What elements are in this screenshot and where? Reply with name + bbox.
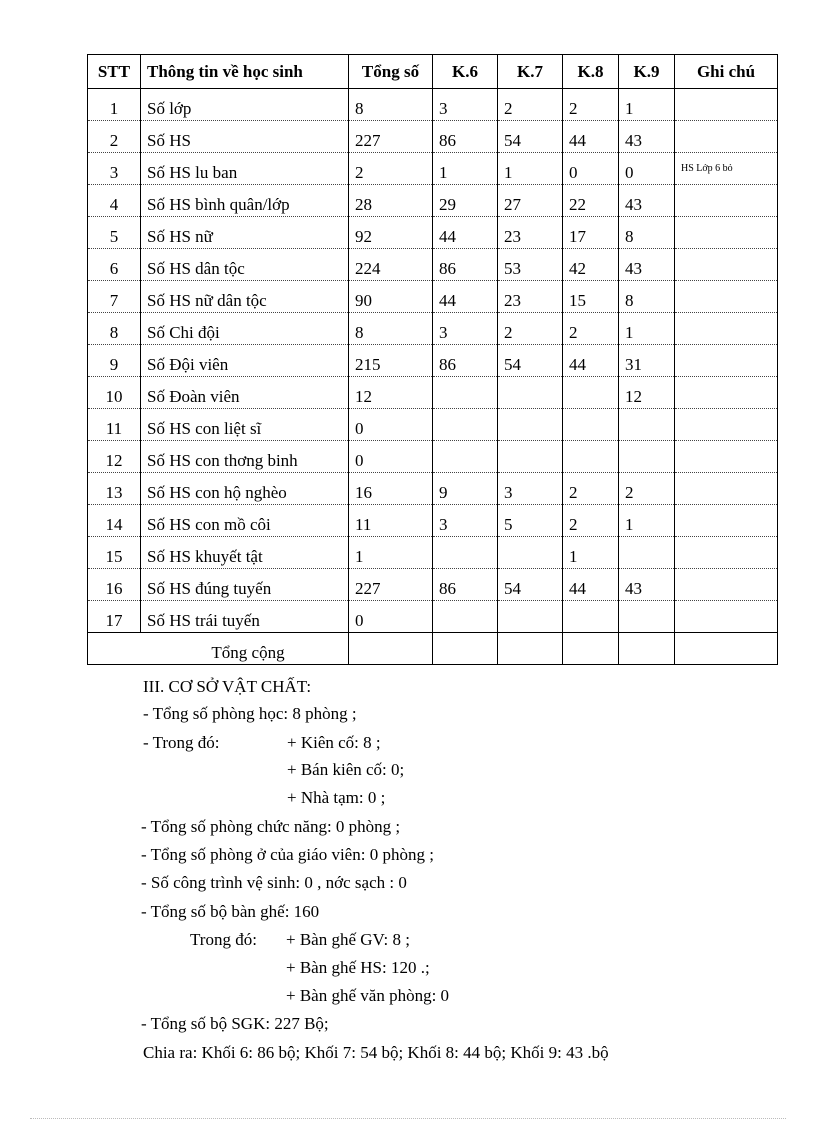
cell-k6: 86 <box>433 121 498 153</box>
cell-k7: 3 <box>498 473 563 505</box>
cell-k8: 44 <box>563 569 619 601</box>
cell-k6: 86 <box>433 345 498 377</box>
cell-k7 <box>498 409 563 441</box>
cell-total: 90 <box>349 281 433 313</box>
total-cell-total <box>349 633 433 665</box>
cell-k9: 12 <box>619 377 675 409</box>
facility-line: + Bàn ghế văn phòng: 0 <box>286 986 450 1005</box>
header-k6: K.6 <box>433 55 498 89</box>
cell-stt: 13 <box>88 473 141 505</box>
cell-stt: 9 <box>88 345 141 377</box>
cell-notes <box>675 473 778 505</box>
cell-k8: 1 <box>563 537 619 569</box>
cell-k6: 1 <box>433 153 498 185</box>
cell-k6: 29 <box>433 185 498 217</box>
total-cell-k6 <box>433 633 498 665</box>
cell-total: 11 <box>349 505 433 537</box>
cell-info: Số HS trái tuyến <box>141 601 349 633</box>
table-header-row <box>88 55 778 89</box>
cell-k9: 1 <box>619 505 675 537</box>
cell-notes <box>675 569 778 601</box>
facility-line: - Tổng số phòng ở của giáo viên: 0 phòng ; <box>141 845 434 864</box>
cell-k8: 17 <box>563 217 619 249</box>
facility-line: - Trong đó: <box>143 733 220 752</box>
cell-k7: 54 <box>498 345 563 377</box>
page-bottom-rule <box>30 1118 786 1119</box>
cell-k8: 0 <box>563 153 619 185</box>
cell-k9: 8 <box>619 217 675 249</box>
cell-notes <box>675 345 778 377</box>
cell-k9: 43 <box>619 249 675 281</box>
total-cell-k8 <box>563 633 619 665</box>
cell-notes <box>675 89 778 121</box>
cell-total: 227 <box>349 121 433 153</box>
cell-notes <box>675 313 778 345</box>
cell-k6: 3 <box>433 313 498 345</box>
cell-notes <box>675 601 778 633</box>
cell-notes <box>675 217 778 249</box>
table-row <box>88 89 778 121</box>
cell-total: 0 <box>349 441 433 473</box>
cell-k9: 8 <box>619 281 675 313</box>
cell-k9: 1 <box>619 89 675 121</box>
facility-line: - Tổng số bộ bàn ghế: 160 <box>141 902 320 921</box>
cell-k7: 23 <box>498 217 563 249</box>
cell-k6 <box>433 441 498 473</box>
cell-stt: 14 <box>88 505 141 537</box>
facility-line: - Số công trình vệ sinh: 0 , nớc sạch : 0 <box>141 873 407 892</box>
cell-stt: 2 <box>88 121 141 153</box>
cell-k7 <box>498 537 563 569</box>
cell-k6 <box>433 537 498 569</box>
cell-notes <box>675 185 778 217</box>
cell-info: Số HS con hộ nghèo <box>141 473 349 505</box>
cell-notes <box>675 249 778 281</box>
cell-total: 0 <box>349 409 433 441</box>
cell-total: 215 <box>349 345 433 377</box>
table-row <box>88 217 778 249</box>
cell-stt: 15 <box>88 537 141 569</box>
cell-k8: 2 <box>563 89 619 121</box>
cell-k7: 2 <box>498 89 563 121</box>
cell-k8: 2 <box>563 313 619 345</box>
cell-k7 <box>498 601 563 633</box>
facility-line: + Bán kiên cố: 0; <box>287 760 405 779</box>
cell-total: 12 <box>349 377 433 409</box>
cell-stt: 11 <box>88 409 141 441</box>
cell-stt: 10 <box>88 377 141 409</box>
table-row <box>88 409 778 441</box>
cell-total: 8 <box>349 313 433 345</box>
cell-k7: 2 <box>498 313 563 345</box>
cell-info: Số HS nữ dân tộc <box>141 281 349 313</box>
cell-k6 <box>433 601 498 633</box>
table-row <box>88 473 778 505</box>
cell-k8 <box>563 409 619 441</box>
cell-k9: 0 <box>619 153 675 185</box>
cell-stt: 17 <box>88 601 141 633</box>
table-body <box>88 89 778 665</box>
cell-k8: 2 <box>563 473 619 505</box>
cell-info: Số HS con liệt sĩ <box>141 409 349 441</box>
cell-k7: 5 <box>498 505 563 537</box>
cell-info: Số HS bình quân/lớp <box>141 185 349 217</box>
cell-k6: 9 <box>433 473 498 505</box>
facility-line: Trong đó: <box>190 930 257 949</box>
table-row <box>88 345 778 377</box>
cell-notes <box>675 441 778 473</box>
cell-info: Số HS con mồ côi <box>141 505 349 537</box>
cell-total: 8 <box>349 89 433 121</box>
cell-k9: 2 <box>619 473 675 505</box>
header-k7: K.7 <box>498 55 563 89</box>
total-label: Tổng cộng <box>88 633 349 665</box>
cell-total: 227 <box>349 569 433 601</box>
cell-info: Số HS lu ban <box>141 153 349 185</box>
cell-total: 16 <box>349 473 433 505</box>
header-k8: K.8 <box>563 55 619 89</box>
cell-k9: 43 <box>619 185 675 217</box>
cell-k8: 2 <box>563 505 619 537</box>
cell-info: Số HS đúng tuyến <box>141 569 349 601</box>
table-row <box>88 121 778 153</box>
table-row <box>88 377 778 409</box>
table-row <box>88 537 778 569</box>
header-stt: STT <box>88 55 141 89</box>
cell-total: 0 <box>349 601 433 633</box>
facilities-heading: III. CƠ SỞ VẬT CHẤT: <box>143 677 312 696</box>
cell-k7: 53 <box>498 249 563 281</box>
cell-info: Số Đội viên <box>141 345 349 377</box>
cell-k6: 44 <box>433 217 498 249</box>
header-student-info: Thông tin về học sinh <box>141 55 349 89</box>
cell-notes <box>675 409 778 441</box>
cell-k9 <box>619 601 675 633</box>
cell-stt: 7 <box>88 281 141 313</box>
cell-info: Số HS nữ <box>141 217 349 249</box>
facility-line: + Nhà tạm: 0 ; <box>287 788 386 807</box>
cell-k8 <box>563 601 619 633</box>
table-total-row <box>88 633 778 665</box>
cell-stt: 4 <box>88 185 141 217</box>
cell-stt: 1 <box>88 89 141 121</box>
cell-k7: 1 <box>498 153 563 185</box>
cell-k8: 22 <box>563 185 619 217</box>
cell-k6 <box>433 377 498 409</box>
cell-k8: 42 <box>563 249 619 281</box>
cell-k8 <box>563 377 619 409</box>
total-cell-notes <box>675 633 778 665</box>
cell-k6: 3 <box>433 89 498 121</box>
header-total: Tổng số <box>349 55 433 89</box>
cell-k7 <box>498 377 563 409</box>
cell-info: Số HS khuyết tật <box>141 537 349 569</box>
cell-total: 28 <box>349 185 433 217</box>
cell-info: Số Chi đội <box>141 313 349 345</box>
table-row <box>88 153 778 185</box>
cell-k8: 44 <box>563 345 619 377</box>
cell-k7: 54 <box>498 121 563 153</box>
facility-line: - Tổng số phòng học: 8 phòng ; <box>143 704 357 723</box>
cell-k7 <box>498 441 563 473</box>
cell-info: Số HS dân tộc <box>141 249 349 281</box>
facility-line: - Tổng số phòng chức năng: 0 phòng ; <box>141 817 401 836</box>
cell-notes <box>675 281 778 313</box>
cell-k8: 44 <box>563 121 619 153</box>
cell-k9 <box>619 409 675 441</box>
cell-stt: 5 <box>88 217 141 249</box>
cell-notes: HS Lớp 6 bỏ <box>675 153 778 185</box>
cell-k8: 15 <box>563 281 619 313</box>
cell-k9 <box>619 537 675 569</box>
cell-notes <box>675 377 778 409</box>
cell-k8 <box>563 441 619 473</box>
cell-total: 2 <box>349 153 433 185</box>
cell-k9: 31 <box>619 345 675 377</box>
cell-total: 92 <box>349 217 433 249</box>
total-cell-k7 <box>498 633 563 665</box>
cell-stt: 6 <box>88 249 141 281</box>
cell-notes <box>675 505 778 537</box>
cell-k7: 54 <box>498 569 563 601</box>
cell-k9: 1 <box>619 313 675 345</box>
facility-line: + Kiên cố: 8 ; <box>287 733 381 752</box>
facility-line: + Bàn ghế GV: 8 ; <box>286 930 411 949</box>
cell-k6: 44 <box>433 281 498 313</box>
cell-k6: 86 <box>433 249 498 281</box>
cell-info: Số Đoàn viên <box>141 377 349 409</box>
cell-info: Số HS <box>141 121 349 153</box>
cell-k9 <box>619 441 675 473</box>
cell-stt: 8 <box>88 313 141 345</box>
cell-k6 <box>433 409 498 441</box>
total-cell-k9 <box>619 633 675 665</box>
cell-k6: 86 <box>433 569 498 601</box>
facility-line: - Tổng số bộ SGK: 227 Bộ; <box>141 1014 329 1033</box>
cell-notes <box>675 121 778 153</box>
cell-info: Số lớp <box>141 89 349 121</box>
table-row <box>88 281 778 313</box>
facility-line: Chia ra: Khối 6: 86 bộ; Khối 7: 54 bộ; Khối 8: 44 bộ; Khối 9: 43 .bộ <box>143 1043 609 1062</box>
student-stats-table <box>87 54 778 665</box>
table-row <box>88 185 778 217</box>
table-row <box>88 569 778 601</box>
cell-k9: 43 <box>619 569 675 601</box>
cell-stt: 3 <box>88 153 141 185</box>
cell-total: 224 <box>349 249 433 281</box>
table-row <box>88 313 778 345</box>
table-row <box>88 249 778 281</box>
cell-k9: 43 <box>619 121 675 153</box>
header-k9: K.9 <box>619 55 675 89</box>
cell-k6: 3 <box>433 505 498 537</box>
table-row <box>88 601 778 633</box>
header-notes: Ghi chú <box>675 55 778 89</box>
cell-total: 1 <box>349 537 433 569</box>
facility-line: + Bàn ghế HS: 120 .; <box>286 958 430 977</box>
cell-info: Số HS con thơng binh <box>141 441 349 473</box>
cell-k7: 27 <box>498 185 563 217</box>
cell-stt: 16 <box>88 569 141 601</box>
cell-notes <box>675 537 778 569</box>
table-row <box>88 505 778 537</box>
table-row <box>88 441 778 473</box>
cell-stt: 12 <box>88 441 141 473</box>
cell-k7: 23 <box>498 281 563 313</box>
